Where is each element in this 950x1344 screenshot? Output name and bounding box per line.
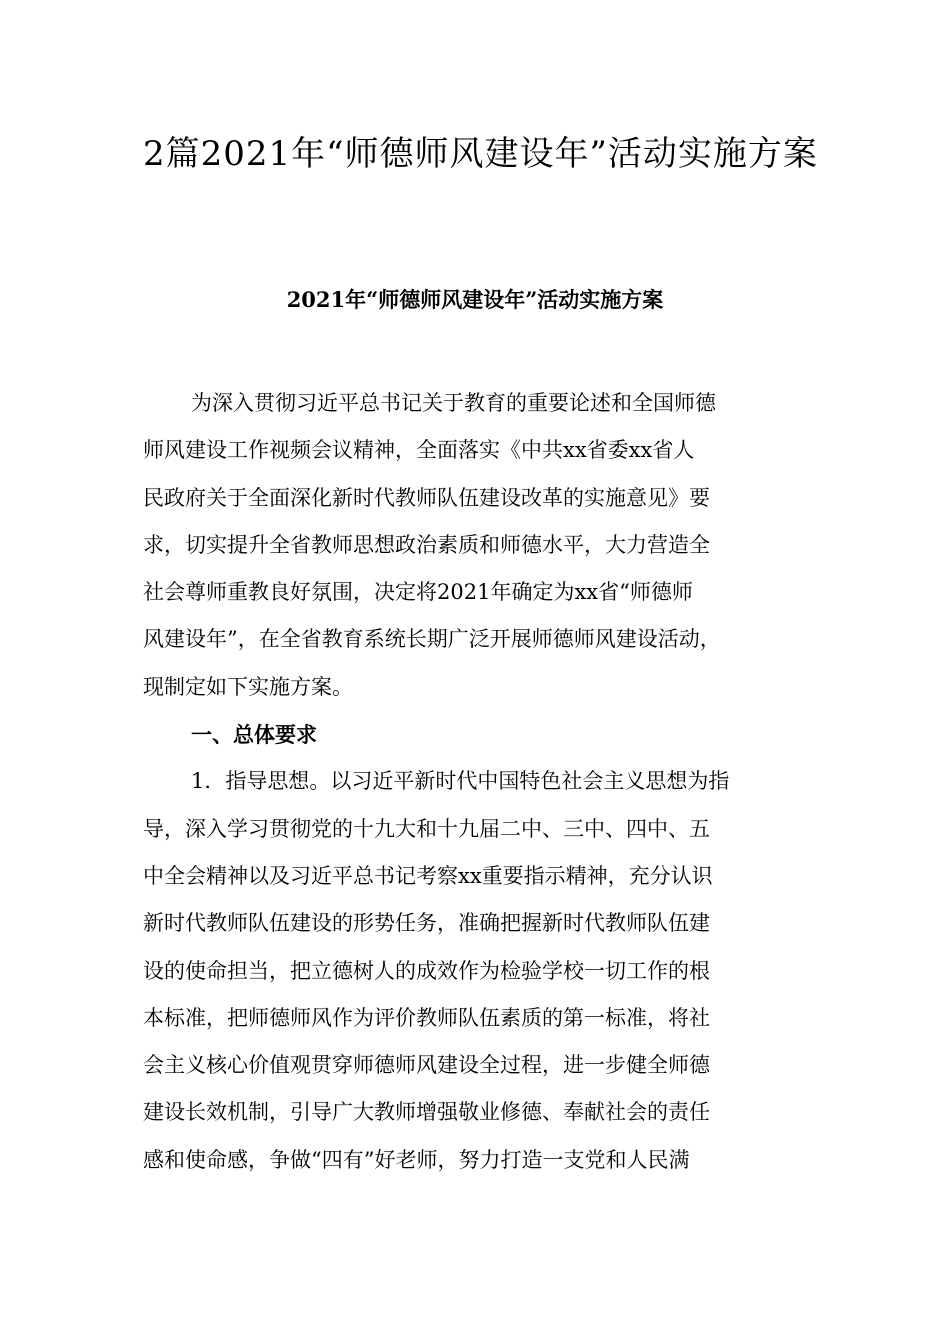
paragraph-line: 建设长效机制，引导广大教师增强敬业修德、奉献社会的责任 (143, 1100, 710, 1125)
paragraph-line: 民政府关于全面深化新时代教师队伍建设改革的实施意见》要 (143, 485, 710, 510)
paragraph-line: 风建设年”，在全省教育系统长期广泛开展师德师风建设活动， (143, 627, 721, 652)
document-subtitle: 2021年“师德师风建设年”活动实施方案 (286, 287, 664, 312)
paragraph-line: 本标准，把师德师风作为评价教师队伍素质的第一标准，将社 (143, 1005, 710, 1030)
paragraph-line: 社会尊师重教良好氛围，决定将2021年确定为xx省“师德师 (143, 580, 693, 605)
paragraph-line: 导，深入学习贯彻党的十九大和十九届二中、三中、四中、五 (143, 816, 710, 841)
paragraph-line: 设的使命担当，把立德树人的成效作为检验学校一切工作的根 (143, 958, 710, 983)
paragraph-line: 会主义核心价值观贯穿师德师风建设全过程，进一步健全师德 (143, 1053, 710, 1078)
paragraph-line: 新时代教师队伍建设的形势任务，准确把握新时代教师队伍建 (143, 911, 710, 936)
document-title: 2篇2021年“师德师风建设年”活动实施方案 (143, 134, 818, 174)
paragraph-line: 中全会精神以及习近平总书记考察xx重要指示精神，充分认识 (143, 863, 713, 888)
section-heading: 一、总体要求 (191, 722, 317, 748)
paragraph-line: 1．指导思想。以习近平新时代中国特色社会主义思想为指 (191, 769, 730, 794)
paragraph-line: 现制定如下实施方案。 (143, 674, 353, 699)
paragraph-line: 师风建设工作视频会议精神，全面落实《中共xx省委xx省人 (143, 438, 695, 463)
paragraph-line: 求，切实提升全省教师思想政治素质和师德水平，大力营造全 (143, 532, 710, 557)
document-body (143, 380, 813, 1184)
paragraph-line: 感和使命感，争做“四有”好老师，努力打造一支党和人民满 (143, 1147, 690, 1172)
paragraph-line: 为深入贯彻习近平总书记关于教育的重要论述和全国师德 (191, 391, 716, 415)
